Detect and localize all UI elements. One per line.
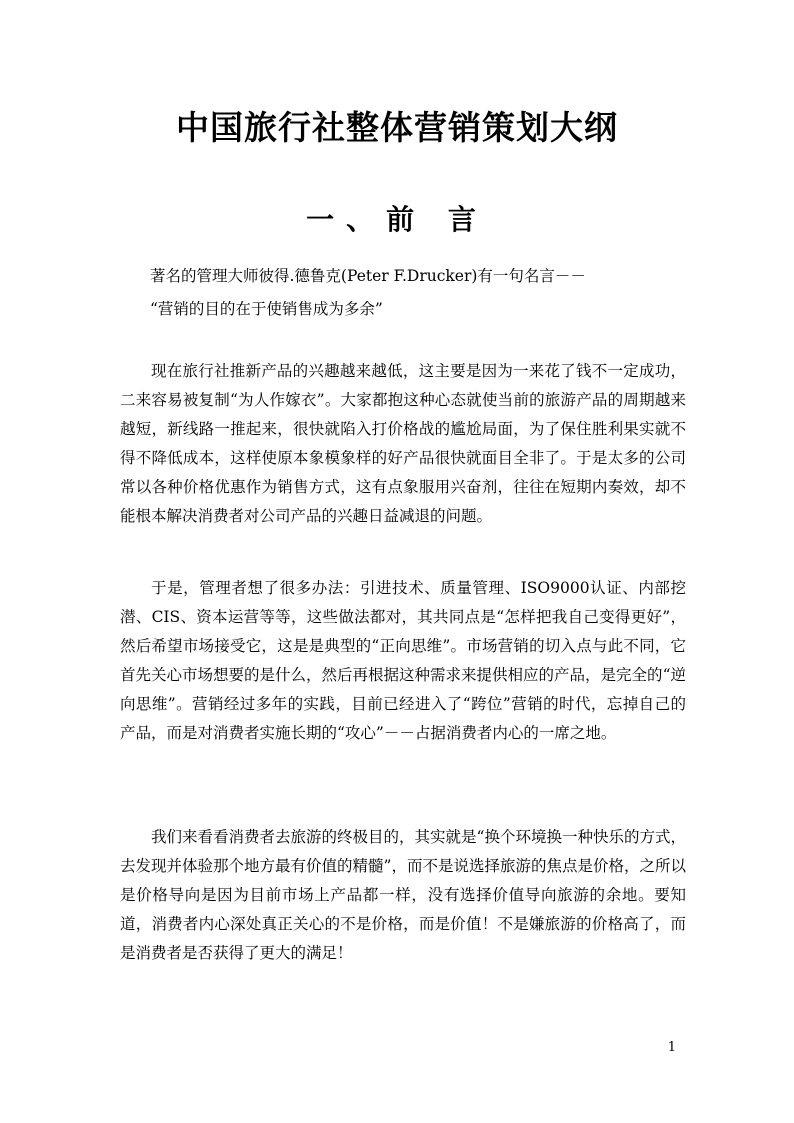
section-heading: 一、前 言: [306, 203, 488, 236]
quote-attribution: 著名的管理大师彼得.德鲁克(Peter F.Drucker)有一句名言－－: [150, 267, 586, 285]
paragraph: 现在旅行社推新产品的兴趣越来越低，这主要是因为一来花了钱不一定成功，二来容易被复制“为人作嫁衣”。大家都抱这种心态就使当前的旅游产品的周期越来越短，新线路一推起来，很快就陷入打价格战的尴尬局面，为了保住胜利果实就不得不降低成本，这样使原本象模象样的好产品很快就面目全非了。于是太多的公司常以各种价格优惠作为销售方式，这有点象服用兴奋剂，往往在短期内奏效，却不能根本解决消费者对公司产品的兴趣日益减退的问题。: [120, 362, 686, 525]
document-title: 中国旅行社整体营销策划大纲: [176, 108, 618, 147]
page-number: 1: [667, 1040, 676, 1055]
quote-text: “营销的目的在于使销售成为多余”: [150, 300, 383, 318]
paragraph: 于是，管理者想了很多办法：引进技术、质量管理、ISO9000认证、内部挖潜、CIS、资本运营等等，这些做法都对，其共同点是“怎样把我自己变得更好”，然后希望市场接受它，这是是典型的“正向思维”。市场营销的切入点与此不同，它首先关心市场想要的是什么，然后再根据这种需求来提供相应的产品，是完全的“逆向思维”。营销经过多年的实践，目前已经进入了“跨位”营销的时代，忘掉自己的产品，而是对消费者实施长期的“攻心”－－占据消费者内心的一席之地。: [120, 579, 686, 742]
paragraph: 我们来看看消费者去旅游的终极目的，其实就是“换个环境换一种快乐的方式，去发现并体验那个地方最有价值的精髓”，而不是说选择旅游的焦点是价格，之所以是价格导向是因为目前市场上产品都一样，没有选择价值导向旅游的余地。要知道，消费者内心深处真正关心的不是价格，而是价值！不是嫌旅游的价格高了，而是消费者是否获得了更大的满足！: [120, 828, 686, 962]
